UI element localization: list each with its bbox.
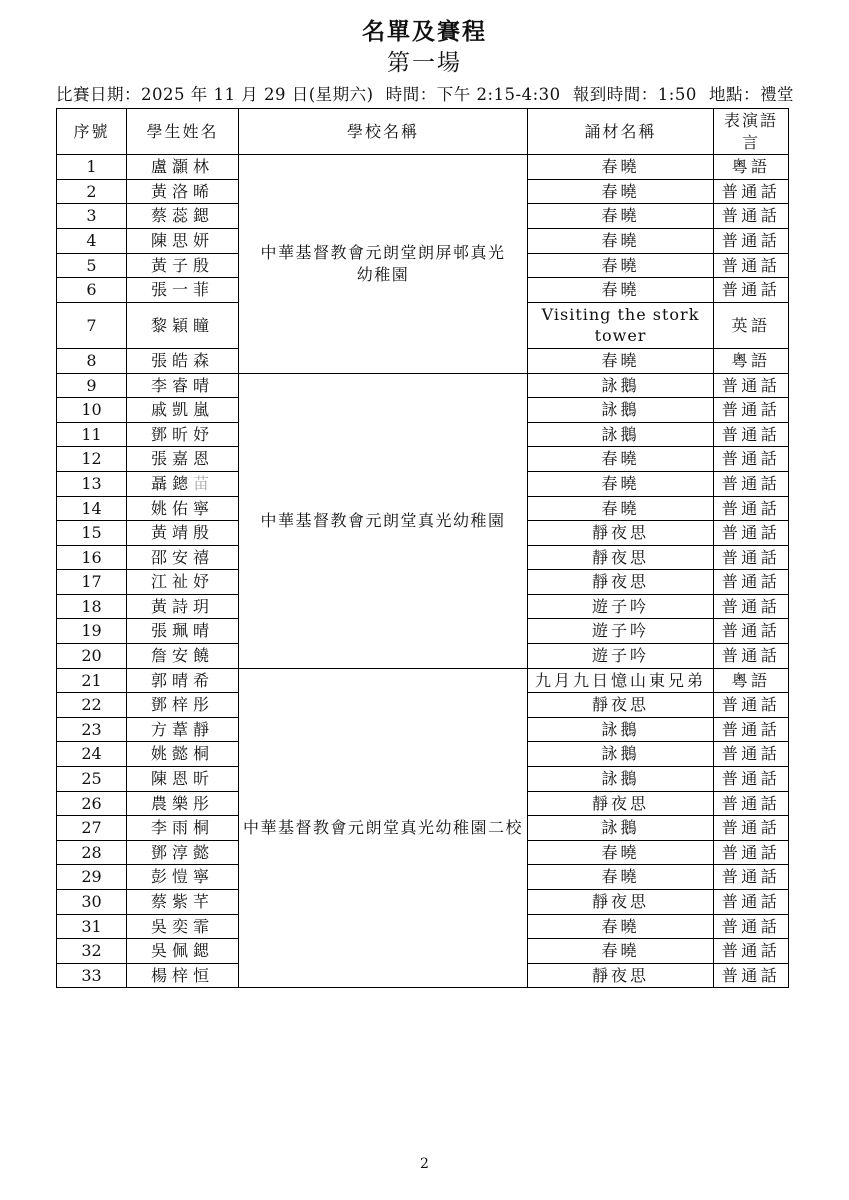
student-name-cell: 蔡蕊鍶: [127, 204, 239, 229]
language-cell: 普通話: [714, 816, 789, 841]
seq-cell: 15: [57, 521, 127, 546]
seq-cell: 19: [57, 619, 127, 644]
table-header-row: [57, 109, 789, 155]
seq-cell: 31: [57, 914, 127, 939]
seq-cell: 33: [57, 963, 127, 988]
language-cell: 普通話: [714, 644, 789, 669]
student-name-cell: 陳恩昕: [127, 767, 239, 792]
language-cell: 普通話: [714, 619, 789, 644]
page-title: 名單及賽程: [362, 18, 487, 45]
seq-cell: 26: [57, 791, 127, 816]
material-cell: 詠鵝: [528, 373, 714, 398]
student-name-cell: 鄧梓彤: [127, 693, 239, 718]
table-row: [57, 668, 789, 693]
seq-cell: 28: [57, 840, 127, 865]
seq-cell: 4: [57, 228, 127, 253]
language-cell: 普通話: [714, 693, 789, 718]
header-school-name: 學校名稱: [239, 109, 528, 155]
language-cell: 普通話: [714, 447, 789, 472]
language-cell: 普通話: [714, 373, 789, 398]
language-cell: 普通話: [714, 914, 789, 939]
material-cell: 春曉: [528, 348, 714, 373]
material-cell: 靜夜思: [528, 570, 714, 595]
language-cell: 普通話: [714, 471, 789, 496]
seq-cell: 18: [57, 594, 127, 619]
school-name-cell: 中華基督教會元朗堂真光幼稚園: [239, 373, 528, 668]
seq-cell: 27: [57, 816, 127, 841]
language-cell: 普通話: [714, 791, 789, 816]
seq-cell: 21: [57, 668, 127, 693]
competition-time: 時間：下午 2:15-4:30: [385, 85, 561, 104]
student-name-cell: 張一菲: [127, 278, 239, 303]
material-cell: 春曉: [528, 204, 714, 229]
seq-cell: 29: [57, 865, 127, 890]
session-subtitle: 第一場: [387, 50, 462, 76]
seq-cell: 14: [57, 496, 127, 521]
material-cell: 遊子吟: [528, 619, 714, 644]
student-name-main: 聶鏓: [150, 473, 193, 493]
language-cell: 普通話: [714, 253, 789, 278]
seq-cell: 2: [57, 179, 127, 204]
language-cell: 普通話: [714, 963, 789, 988]
language-cell: 普通話: [714, 545, 789, 570]
seq-cell: 23: [57, 717, 127, 742]
material-cell: 春曉: [528, 939, 714, 964]
student-name-cell: 郭晴希: [127, 668, 239, 693]
material-cell: Visiting the stork tower: [528, 302, 714, 348]
material-cell: 春曉: [528, 253, 714, 278]
seq-cell: 22: [57, 693, 127, 718]
header-language: 表演語言: [714, 109, 789, 155]
student-name-cell: 黃子殷: [127, 253, 239, 278]
student-name-cell: 陳思妍: [127, 228, 239, 253]
language-cell: 普通話: [714, 890, 789, 915]
material-cell: 春曉: [528, 278, 714, 303]
seq-cell: 20: [57, 644, 127, 669]
material-cell: 靜夜思: [528, 545, 714, 570]
language-cell: 普通話: [714, 228, 789, 253]
seq-cell: 32: [57, 939, 127, 964]
material-cell: 詠鵝: [528, 767, 714, 792]
student-name-cell: 黃詩玥: [127, 594, 239, 619]
student-name-cell: 農樂彤: [127, 791, 239, 816]
language-cell: 普通話: [714, 422, 789, 447]
seq-cell: 6: [57, 278, 127, 303]
material-cell: 靜夜思: [528, 963, 714, 988]
language-cell: 粵語: [714, 155, 789, 180]
student-name-cell: 鄧淳懿: [127, 840, 239, 865]
language-cell: 粵語: [714, 348, 789, 373]
competition-date: 比賽日期：2025 年 11 月 29 日(星期六): [56, 85, 374, 104]
material-cell: 靜夜思: [528, 890, 714, 915]
material-cell: 遊子吟: [528, 594, 714, 619]
language-cell: 普通話: [714, 840, 789, 865]
seq-cell: 17: [57, 570, 127, 595]
student-name-cell: 盧灝林: [127, 155, 239, 180]
seq-cell: 9: [57, 373, 127, 398]
venue: 地點：禮堂: [708, 85, 794, 104]
header-seq: 序號: [57, 109, 127, 155]
table-body: [57, 155, 789, 988]
language-cell: 普通話: [714, 570, 789, 595]
header-student-name: 學生姓名: [127, 109, 239, 155]
language-cell: 普通話: [714, 398, 789, 423]
schedule-table: [56, 108, 789, 988]
student-name-cell: 方葦靜: [127, 717, 239, 742]
seq-cell: 25: [57, 767, 127, 792]
seq-cell: 13: [57, 471, 127, 496]
seq-cell: 8: [57, 348, 127, 373]
student-name-cell: 彭愷寧: [127, 865, 239, 890]
table-row: [57, 155, 789, 180]
language-cell: 普通話: [714, 204, 789, 229]
seq-cell: 3: [57, 204, 127, 229]
student-name-cell: 張珮晴: [127, 619, 239, 644]
language-cell: 普通話: [714, 496, 789, 521]
material-cell: 詠鵝: [528, 398, 714, 423]
table-row: [57, 373, 789, 398]
material-cell: 遊子吟: [528, 644, 714, 669]
material-cell: 春曉: [528, 447, 714, 472]
material-cell: 靜夜思: [528, 693, 714, 718]
student-name-cell: 李雨桐: [127, 816, 239, 841]
language-cell: 普通話: [714, 939, 789, 964]
student-name-cell: 吳佩鍶: [127, 939, 239, 964]
student-name-cell: 詹安饒: [127, 644, 239, 669]
seq-cell: 1: [57, 155, 127, 180]
seq-cell: 12: [57, 447, 127, 472]
seq-cell: 16: [57, 545, 127, 570]
material-cell: 靜夜思: [528, 791, 714, 816]
checkin-time: 報到時間：1:50: [572, 85, 697, 104]
language-cell: 普通話: [714, 767, 789, 792]
student-name-cell: 鄧昕妤: [127, 422, 239, 447]
student-name-cell: 張嘉恩: [127, 447, 239, 472]
seq-cell: 30: [57, 890, 127, 915]
material-cell: 春曉: [528, 914, 714, 939]
student-name-cell: 張皓森: [127, 348, 239, 373]
student-name-cell: 戚凱嵐: [127, 398, 239, 423]
student-name-cell: 黃靖殷: [127, 521, 239, 546]
page-number: 2: [420, 1156, 429, 1172]
seq-cell: 5: [57, 253, 127, 278]
language-cell: 英語: [714, 302, 789, 348]
material-cell: 詠鵝: [528, 742, 714, 767]
language-cell: 普通話: [714, 278, 789, 303]
student-name-cell: 吳奕霏: [127, 914, 239, 939]
material-cell: 詠鵝: [528, 422, 714, 447]
student-name-cell: 李睿晴: [127, 373, 239, 398]
student-name-cell: 黃洛晞: [127, 179, 239, 204]
school-name-cell: 中華基督教會元朗堂真光幼稚園二校: [239, 668, 528, 988]
material-cell: 春曉: [528, 840, 714, 865]
student-name-cell: 黎穎瞳: [127, 302, 239, 348]
material-cell: 春曉: [528, 155, 714, 180]
student-name-cell: 楊梓恒: [127, 963, 239, 988]
student-name-cell: [127, 471, 239, 496]
material-cell: 春曉: [528, 179, 714, 204]
material-cell: 九月九日憶山東兄弟: [528, 668, 714, 693]
material-cell: 春曉: [528, 496, 714, 521]
material-cell: 春曉: [528, 471, 714, 496]
student-name-cell: 姚佑寧: [127, 496, 239, 521]
school-name-cell: 中華基督教會元朗堂朗屏邨真光 幼稚園: [239, 155, 528, 373]
material-cell: 詠鵝: [528, 816, 714, 841]
student-name-faded-char: 苗: [193, 473, 215, 493]
language-cell: 普通話: [714, 521, 789, 546]
material-cell: 春曉: [528, 865, 714, 890]
material-cell: 春曉: [528, 228, 714, 253]
language-cell: 普通話: [714, 717, 789, 742]
seq-cell: 10: [57, 398, 127, 423]
material-cell: 詠鵝: [528, 717, 714, 742]
header-material-name: 誦材名稱: [528, 109, 714, 155]
language-cell: 粵語: [714, 668, 789, 693]
material-cell: 靜夜思: [528, 521, 714, 546]
language-cell: 普通話: [714, 865, 789, 890]
student-name-cell: 蔡紫芊: [127, 890, 239, 915]
event-info-line: [56, 81, 794, 105]
student-name-cell: 邵安禧: [127, 545, 239, 570]
language-cell: 普通話: [714, 179, 789, 204]
student-name-cell: 江祉妤: [127, 570, 239, 595]
seq-cell: 7: [57, 302, 127, 348]
student-name-cell: 姚懿桐: [127, 742, 239, 767]
language-cell: 普通話: [714, 742, 789, 767]
seq-cell: 11: [57, 422, 127, 447]
seq-cell: 24: [57, 742, 127, 767]
language-cell: 普通話: [714, 594, 789, 619]
